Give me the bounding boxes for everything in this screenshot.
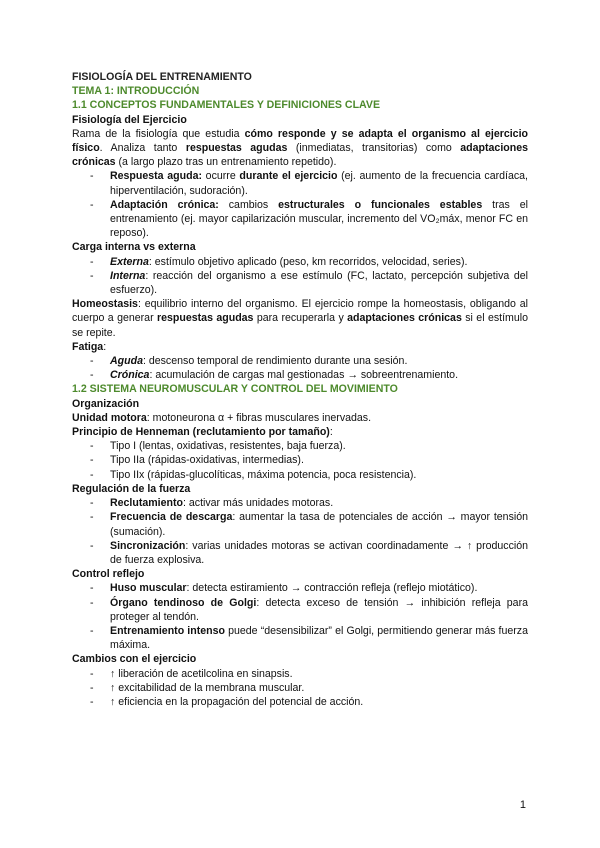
list-item: - ↑ liberación de acetilcolina en sinapsis. [72,667,528,681]
regulacion-list [72,496,528,567]
control-reflejo-heading: Control reflejo [72,568,145,581]
henneman-heading: Principio de Henneman (reclutamiento por tamaño): [72,426,333,439]
regulacion-heading: Regulación de la fuerza [72,482,191,495]
cambios-list [72,667,528,710]
list-item: - Reclutamiento: activar más unidades motoras. [72,496,528,510]
section-1-1-heading: 1.1 CONCEPTOS FUNDAMENTALES Y DEFINICIONES CLAVE [72,99,381,112]
list-item: - Respuesta aguda: ocurre durante el ejercicio (ej. aumento de la frecuencia cardíaca, hiperventilación, sudoración). [72,169,528,197]
fisiologia-heading: Fisiología del Ejercicio [72,113,187,126]
fisiologia-paragraph: Rama de la fisiología que estudia cómo responde y se adapta el organismo al ejercicio físico. Analiza tanto respuestas agudas (inmediatas, transitorias) como adaptaciones crónicas (a largo plazo tras un entrenamiento repetido). [72,127,528,169]
document-title: FISIOLOGÍA DEL ENTRENAMIENTO [72,71,252,83]
cambios-heading: Cambios con el ejercicio [72,653,197,666]
fisiologia-list [72,169,528,240]
list-item: - Sincronización: varias unidades motoras se activan coordinadamente → ↑ producción de fuerza explosiva. [72,539,528,567]
fatiga-list [72,354,528,382]
list-item: - Huso muscular: detecta estiramiento → contracción refleja (reflejo miotático). [72,581,528,595]
organizacion-heading: Organización [72,397,140,410]
fatiga-heading: Fatiga: [72,340,107,353]
control-reflejo-list [72,581,528,652]
list-item: - Crónica: acumulación de cargas mal gestionadas → sobreentrenamiento. [72,368,528,382]
list-item: - Tipo IIx (rápidas-glucolíticas, máxima potencia, poca resistencia). [72,468,528,482]
list-item: - Adaptación crónica: cambios estructurales o funcionales estables tras el entrenamiento (ej. mayor capilarización muscular, incremento del VO₂máx, menor FC en reposo). [72,198,528,241]
unidad-motora-line: Unidad motora: motoneurona α + fibras musculares inervadas. [72,411,372,424]
list-item: - Aguda: descenso temporal de rendimiento durante una sesión. [72,354,528,368]
list-item: - Interna: reacción del organismo a ese estímulo (FC, lactato, percepción subjetiva del esfuerzo). [72,269,528,297]
carga-list [72,255,528,298]
list-item: - ↑ excitabilidad de la membrana muscular. [72,681,528,695]
homeostasis-paragraph: Homeostasis: equilibrio interno del organismo. El ejercicio rompe la homeostasis, obligando al cuerpo a generar respuestas agudas para recuperarla y adaptaciones crónicas si el estímulo se repite. [72,298,528,339]
page-number: 1 [519,799,526,811]
list-item: - ↑ eficiencia en la propagación del potencial de acción. [72,695,528,709]
section-1-2-heading: 1.2 SISTEMA NEUROMUSCULAR Y CONTROL DEL MOVIMIENTO [72,383,398,396]
list-item: - Tipo I (lentas, oxidativas, resistentes, baja fuerza). [72,439,528,453]
list-item: - Entrenamiento intenso puede “desensibilizar” el Golgi, permitiendo generar más fuerza máxima. [72,624,528,652]
list-item: - Externa: estímulo objetivo aplicado (peso, km recorridos, velocidad, series). [72,255,528,269]
list-item: - Tipo IIa (rápidas-oxidativas, intermedias). [72,453,528,467]
document-page [72,70,528,709]
henneman-list [72,439,528,482]
carga-heading: Carga interna vs externa [72,241,196,254]
list-item: - Órgano tendinoso de Golgi: detecta exceso de tensión → inhibición refleja para proteger al tendón. [72,596,528,624]
list-item: - Frecuencia de descarga: aumentar la tasa de potenciales de acción → mayor tensión (sumación). [72,510,528,538]
tema-heading: TEMA 1: INTRODUCCIÓN [72,85,200,98]
